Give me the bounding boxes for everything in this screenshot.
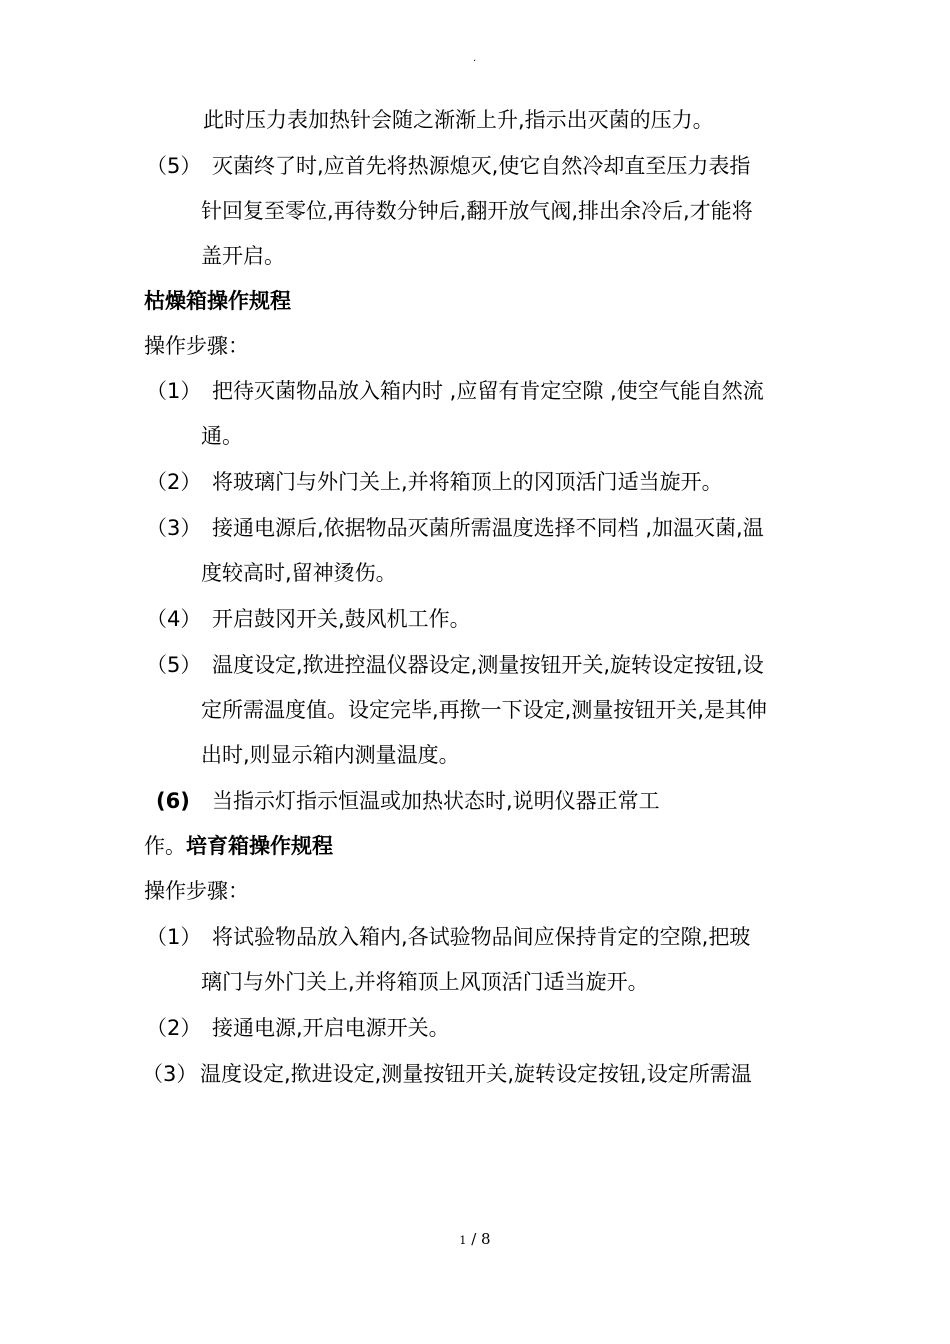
list-item-2 [146, 1014, 450, 1042]
list-text: 接通电源后,依据物品灭菌所需温度选择不同档 ,加温灭菌,温 [212, 516, 764, 540]
paragraph-line: 定所需温度值。设定完毕,再揿一下设定,测量按钮开关,是其伸 [201, 698, 768, 722]
paragraph-line [144, 832, 333, 860]
list-number: （3） [146, 516, 202, 540]
list-item-6 [156, 787, 660, 815]
paragraph-line: 出时,则显示箱内测量温度。 [201, 743, 460, 767]
list-text: 温度设定,揿进控温仪器设定,测量按钮开关,旋转设定按钮,设 [212, 653, 764, 677]
list-text: 灭菌终了时,应首先将热源熄灭,使它自然冷却直至压力表指 [212, 154, 751, 178]
list-item-5 [146, 651, 764, 679]
list-number: （1） [146, 925, 202, 949]
paragraph-line: 度较高时,留神烫伤。 [201, 561, 397, 585]
list-item-1 [146, 923, 750, 951]
page-total: 8 [481, 1230, 491, 1248]
paragraph-line: 通。 [201, 424, 243, 448]
list-number: （5） [146, 154, 202, 178]
paragraph-line: 盖开启。 [201, 244, 285, 268]
list-item-4 [146, 605, 471, 633]
list-number: （2） [146, 470, 202, 494]
paragraph-line: 针回复至零位,再待数分钟后,翻开放气阀,排出余冷后,才能将 [201, 199, 753, 223]
page-separator: / [471, 1230, 477, 1248]
steps-label: 操作步骤： [144, 334, 249, 358]
list-text: 将玻璃门与外门关上,并将箱顶上的冈顶活门适当旋开。 [212, 470, 723, 494]
paragraph-line: 璃门与外门关上,并将箱顶上风顶活门适当旋开。 [201, 970, 649, 994]
header-mark: · [473, 56, 477, 67]
section-heading-incubator: 培育箱操作规程 [186, 834, 333, 858]
list-number: （3） [142, 1062, 198, 1086]
list-text: 当指示灯指示恒温或加热状态时,说明仪器正常工 [212, 789, 660, 813]
steps-label: 操作步骤： [144, 879, 249, 903]
list-item-2 [146, 468, 723, 496]
list-item-3 [142, 1060, 752, 1088]
list-number: (6) [156, 789, 190, 813]
paragraph-line: 此时压力表加热针会随之渐渐上升,指示出灭菌的压力。 [203, 108, 714, 132]
list-text: 把待灭菌物品放入箱内时 ,应留有肯定空隙 ,使空气能自然流 [212, 379, 764, 403]
list-text: 开启鼓冈开关,鼓风机工作。 [212, 607, 471, 631]
line-text: 作。 [144, 834, 186, 858]
list-item-1 [146, 377, 764, 405]
list-item-3 [146, 514, 764, 542]
list-text: 温度设定,揿进设定,测量按钮开关,旋转设定按钮,设定所需温 [200, 1062, 752, 1086]
list-number: （4） [146, 607, 202, 631]
page-number [0, 1229, 950, 1251]
list-text: 将试验物品放入箱内,各试验物品间应保持肯定的空隙,把玻 [212, 925, 751, 949]
list-item-5-autoclave [146, 152, 750, 180]
section-heading-drying-oven: 枯燥箱操作规程 [144, 289, 291, 313]
list-number: （1） [146, 379, 202, 403]
page-current: 1 [459, 1234, 467, 1247]
list-number: （2） [146, 1016, 202, 1040]
list-number: （5） [146, 653, 202, 677]
list-text: 接通电源,开启电源开关。 [212, 1016, 450, 1040]
